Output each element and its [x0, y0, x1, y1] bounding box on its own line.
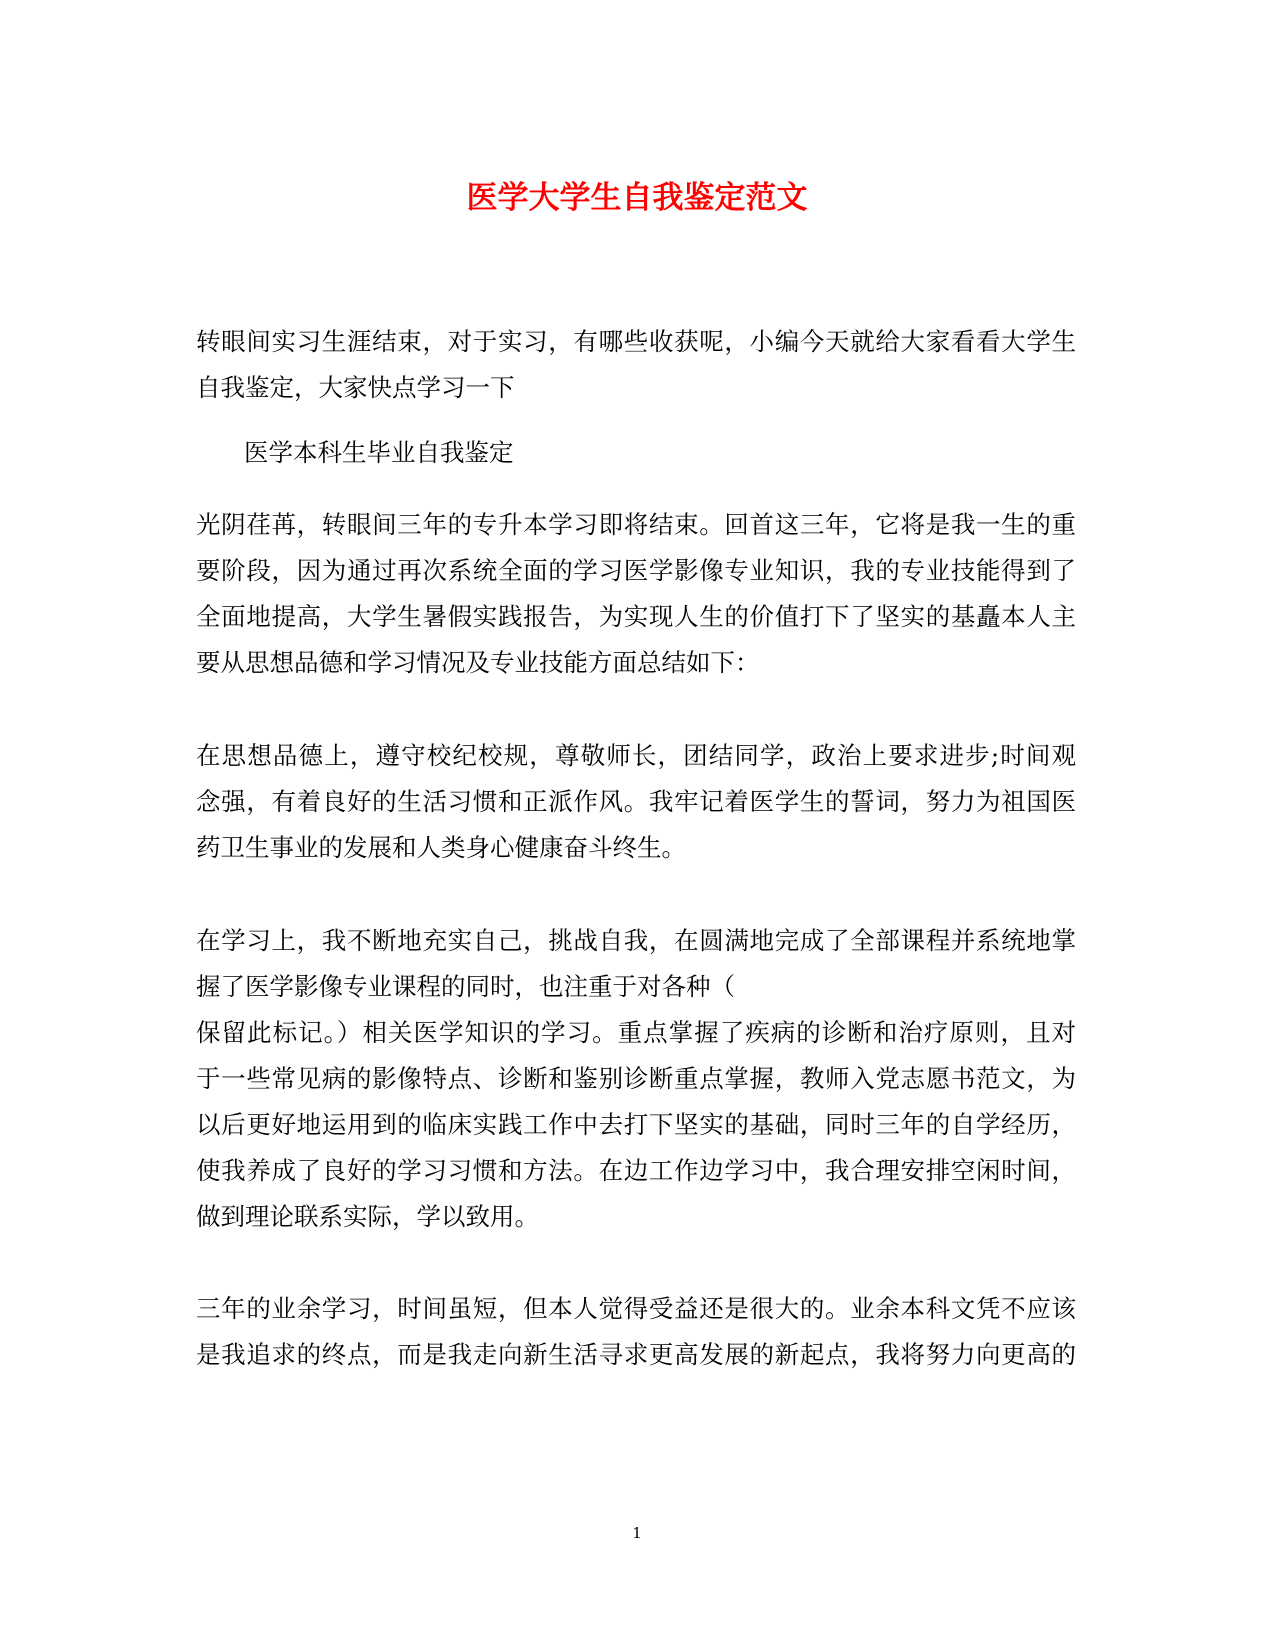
paragraph-line: 保留此标记。）相关医学知识的学习。重点掌握了疾病的诊断和治疗原则，且对 [196, 1018, 1076, 1047]
paragraph-line: 于一些常见病的影像特点、诊断和鉴别诊断重点掌握，教师入党志愿书范文，为 [196, 1064, 1076, 1093]
document-title: 医学大学生自我鉴定范文 [466, 180, 808, 216]
body-paragraph [196, 918, 1076, 1240]
paragraph-line: 要阶段，因为通过再次系统全面的学习医学影像专业知识，我的专业技能得到了 [196, 556, 1076, 585]
body-paragraph [196, 1286, 1076, 1378]
paragraph-line: 握了医学影像专业课程的同时，也注重于对各种（ [196, 972, 735, 1001]
paragraph-line: 做到理论联系实际，学以致用。 [196, 1202, 539, 1231]
paragraph-line: 使我养成了良好的学习习惯和方法。在边工作边学习中，我合理安排空闲时间， [196, 1156, 1076, 1185]
body-paragraph [196, 733, 1076, 871]
section-subheading: 医学本科生毕业自我鉴定 [244, 438, 514, 467]
body-paragraph [196, 502, 1076, 686]
paragraph-line: 以后更好地运用到的临床实践工作中去打下坚实的基础，同时三年的自学经历， [196, 1110, 1076, 1139]
paragraph-line: 是我追求的终点，而是我走向新生活寻求更高发展的新起点，我将努力向更高的 [196, 1340, 1076, 1369]
paragraph-line: 光阴荏苒，转眼间三年的专升本学习即将结束。回首这三年，它将是我一生的重 [196, 510, 1076, 539]
paragraph-line: 念强，有着良好的生活习惯和正派作风。我牢记着医学生的誓词，努力为祖国医 [196, 787, 1076, 816]
paragraph-line: 全面地提高，大学生暑假实践报告，为实现人生的价值打下了坚实的基矗本人主 [196, 602, 1076, 631]
paragraph-line: 要从思想品德和学习情况及专业技能方面总结如下： [196, 648, 760, 677]
page-number: 1 [632, 1524, 642, 1542]
intro-line: 转眼间实习生涯结束，对于实习，有哪些收获呢，小编今天就给大家看看大学生 [196, 327, 1076, 356]
paragraph-line: 在思想品德上，遵守校纪校规，尊敬师长，团结同学，政治上要求进步;时间观 [196, 741, 1076, 770]
paragraph-line: 药卫生事业的发展和人类身心健康奋斗终生。 [196, 833, 686, 862]
intro-paragraph [196, 319, 1076, 411]
paragraph-line: 在学习上，我不断地充实自己，挑战自我，在圆满地完成了全部课程并系统地掌 [196, 926, 1076, 955]
paragraph-line: 三年的业余学习，时间虽短，但本人觉得受益还是很大的。业余本科文凭不应该 [196, 1294, 1076, 1323]
intro-line: 自我鉴定，大家快点学习一下 [196, 373, 515, 402]
